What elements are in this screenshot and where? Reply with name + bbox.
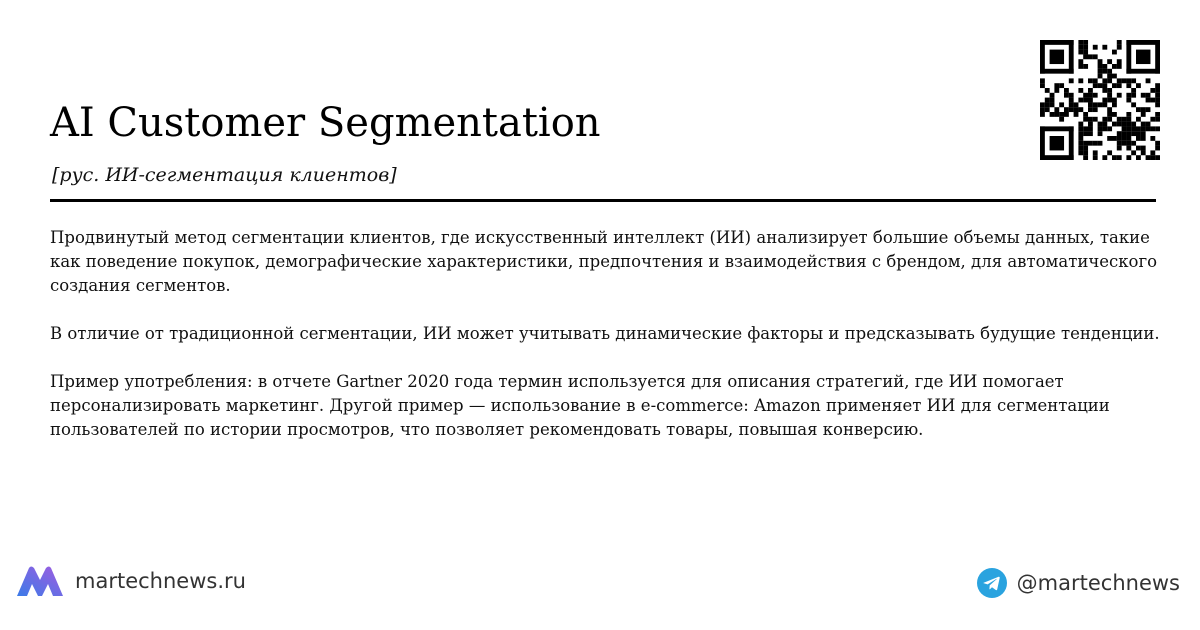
paragraph-definition: Продвинутый метод сегментации клиентов, где искусственный интеллект (ИИ) анализирует большие объемы данных, такие как поведение покупок, демографические характеристики, предпочтения и взаимодействия с брендом, для автоматического создания сегментов. — [50, 228, 1158, 295]
footer-site[interactable] — [15, 563, 246, 599]
site-link[interactable]: martechnews.ru — [75, 569, 246, 593]
qr-code-icon[interactable] — [1040, 40, 1160, 160]
paragraph-difference: В отличие от традиционной сегментации, ИИ может учитывать динамические факторы и предсказывать будущие тенденции. — [50, 324, 1160, 343]
telegram-handle[interactable]: @martechnews — [1016, 571, 1180, 595]
telegram-icon — [977, 568, 1007, 598]
definition-text — [50, 226, 1160, 466]
page-subtitle: [рус. ИИ-сегментация клиентов] — [52, 164, 397, 186]
page-title: AI Customer Segmentation — [50, 100, 601, 146]
martechnews-m-logo-icon — [15, 564, 65, 598]
footer-telegram[interactable] — [977, 566, 1180, 600]
title-divider — [50, 199, 1156, 202]
paragraph-example: Пример употребления: в отчете Gartner 2020 года термин используется для описания стратегий, где ИИ помогает персонализировать маркетинг. Другой пример — использование в e-commerce: Amazon применяет ИИ для сегментации пользователей по истории просмотров, что позволяет рекомендовать товары, повышая конверсию. — [50, 372, 1110, 439]
